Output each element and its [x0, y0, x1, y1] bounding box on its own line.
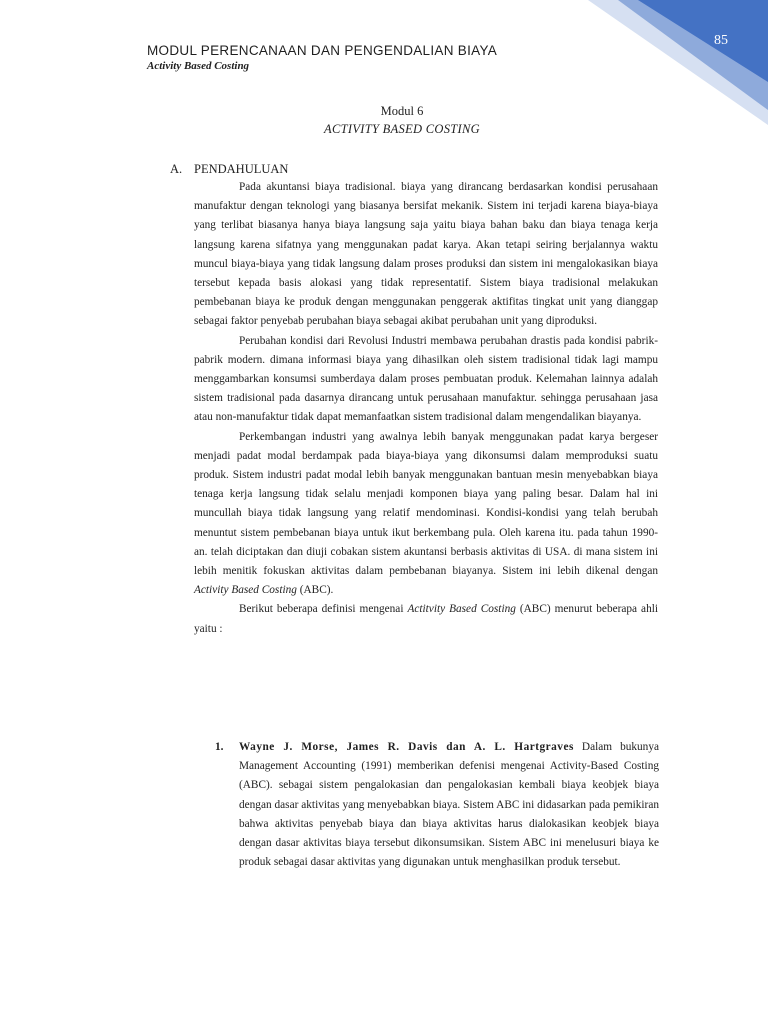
paragraph-text: (ABC). [296, 584, 334, 597]
running-header-subtitle: Activity Based Costing [147, 60, 250, 72]
paragraph: Perubahan kondisi dari Revolusi Industri membawa perubahan drastis pada kondisi pabrik-pabrik modern. dimana informasi biaya yang dihasilkan oleh sistem tradisional tidak lagi mampu menggambarkan konsumsi sumberdaya dalam proses pembuatan produk. Kelemahan lainnya adalah sistem tradisional pada dasarnya dirancang untuk perusahaan manufaktur. sehingga perusahaan jasa atau non-manufaktur tidak dapat memanfaatkan sistem tradisional dalam mengendalikan biayanya. [194, 334, 658, 424]
list-text: Dalam bukunya Management Accounting (1991) memberikan defenisi mengenai Activity-Based Costing (ABC). sebagai sistem pengalokasian dan pengalokasian kembali biaya keobjek biaya dengan dasar aktivitas yang menyebabkan biaya. Sistem ABC ini didasarkan pada pemikiran bahwa aktivitas penyebab biaya dan biaya aktivitas harus dialokasikan keobjek biaya dengan dasar aktivitas biaya tersebut dikonsumsikan. Sistem ABC ini menelusuri biaya ke produk sebagai dasar aktivitas yang digunakan untuk menghasilkan produk tersebut. [239, 741, 659, 869]
section-heading [170, 162, 288, 177]
paragraph-italic-term: Activity Based Costing [194, 584, 297, 597]
list-body [239, 738, 659, 872]
paragraph-italic-term: Actitvity Based Costing [407, 603, 516, 616]
section-letter: A. [170, 162, 183, 176]
paragraph: Pada akuntansi biaya tradisional. biaya yang dirancang berdasarkan kondisi perusahaan manufaktur dengan teknologi yang biasanya bersifat mekanik. Sistem ini terjadi karena biaya-biaya yang terlibat biasanya hanya biaya langsung saja yaitu biaya bahan baku dan biaya tenaga kerja langsung karena sifatnya yang menggunakan padat karya. Akan tetapi seiring berjalannya waktu muncul biaya-biaya yang tidak langsung dalam proses produksi dan sistem ini mengalokasikan biaya tersebut kepada basis alokasi yang tidak representatif. Sistem biaya tradisional melakukan pembebanan biaya ke produk dengan menggunakan penggerak aktifitas tingkat unit yang dianggap sebagai faktor penyebab perubahan biaya sebagai akibat perubahan unit yang diproduksi. [194, 181, 658, 328]
paragraph-text: (ABC) menurut beberapa ahli yaitu : [194, 603, 658, 635]
definition-list [215, 738, 659, 872]
body-text [194, 178, 658, 639]
paragraph-text: Perkembangan industri yang awalnya lebih banyak menggunakan padat karya bergeser menjadi padat modal berdampak pada biaya-biaya yang dikonsumsi dalam memproduksi suatu produk. Sistem industri padat modal lebih banyak menggunakan bantuan mesin menyebabkan biaya tenaga kerja langsung tidak selalu menjadi komponen biaya yang paling besar. Dalam hal ini muncullah biaya tidak langsung yang relatif mendominasi. Kondisi-kondisi yang telah berubah menuntut sistem pembebanan biaya untuk ikut berkembang pula. Oleh karena itu. pada tahun 1990-an. telah diciptakan dan diuji cobakan sistem akuntansi berbasis aktivitas di USA. di mana sistem ini lebih menitik fokuskan aktivitas dalam pembebanan biayanya. Sistem ini lebih dikenal dengan [194, 430, 658, 578]
module-title: ACTIVITY BASED COSTING [324, 122, 480, 136]
module-number: Modul 6 [380, 104, 424, 118]
list-number: 1. [215, 741, 224, 753]
running-header-title: MODUL PERENCANAAN DAN PENGENDALIAN BIAYA [147, 43, 498, 58]
paragraph [194, 428, 658, 601]
section-title: PENDAHULUAN [194, 162, 289, 176]
list-authors: Wayne J. Morse, James R. Davis dan A. L. Hartgraves [239, 741, 574, 753]
paragraph [194, 600, 658, 638]
paragraph-text: Berikut beberapa definisi mengenai [239, 603, 408, 616]
page-number: 85 [714, 33, 728, 48]
list-item [215, 738, 659, 872]
